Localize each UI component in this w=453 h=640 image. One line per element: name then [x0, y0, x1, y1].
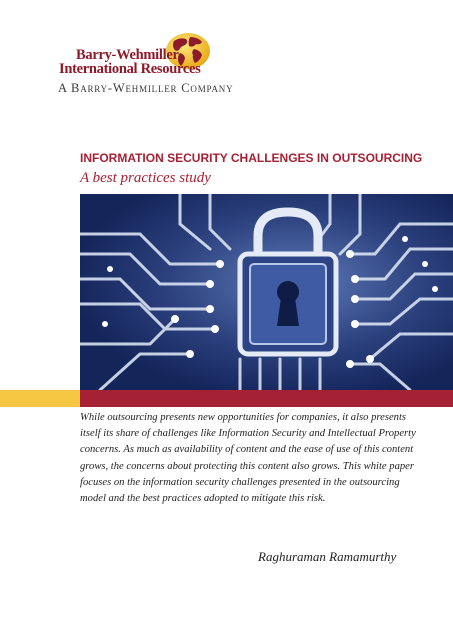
- hero-image: [80, 194, 453, 390]
- accent-bar-red: [80, 390, 453, 407]
- logo-text-line1: Barry-Wehmiller: [76, 47, 179, 63]
- abstract-line: itself its share of challenges like Information Security and Intellectual Property: [80, 428, 416, 440]
- author-name: Raghuraman Ramamurthy: [258, 549, 397, 564]
- page-title: INFORMATION SECURITY CHALLENGES IN OUTSOURCING: [80, 151, 423, 165]
- page-subtitle: A best practices study: [80, 170, 211, 186]
- logo-text-line2: International Resources: [59, 61, 201, 77]
- accent-bar-yellow: [0, 390, 80, 407]
- abstract-line: model and the best practices adopted to mitigate this risk.: [80, 493, 326, 505]
- abstract-line: focuses on the information security challenges presented in the outsourcing: [80, 476, 400, 488]
- logo-tagline: A Barry-Wehmiller Company: [58, 81, 234, 95]
- abstract-text: [80, 410, 450, 507]
- abstract-line: While outsourcing presents new opportunities for companies, it also presents: [80, 412, 407, 423]
- company-logo: [58, 31, 240, 96]
- abstract-line: concerns. As much as availability of content and the ease of use of this content: [80, 444, 414, 456]
- padlock-circuit-icon: [80, 194, 453, 390]
- abstract-line: grows, the concerns about protecting this content also grows. This white paper: [80, 460, 414, 472]
